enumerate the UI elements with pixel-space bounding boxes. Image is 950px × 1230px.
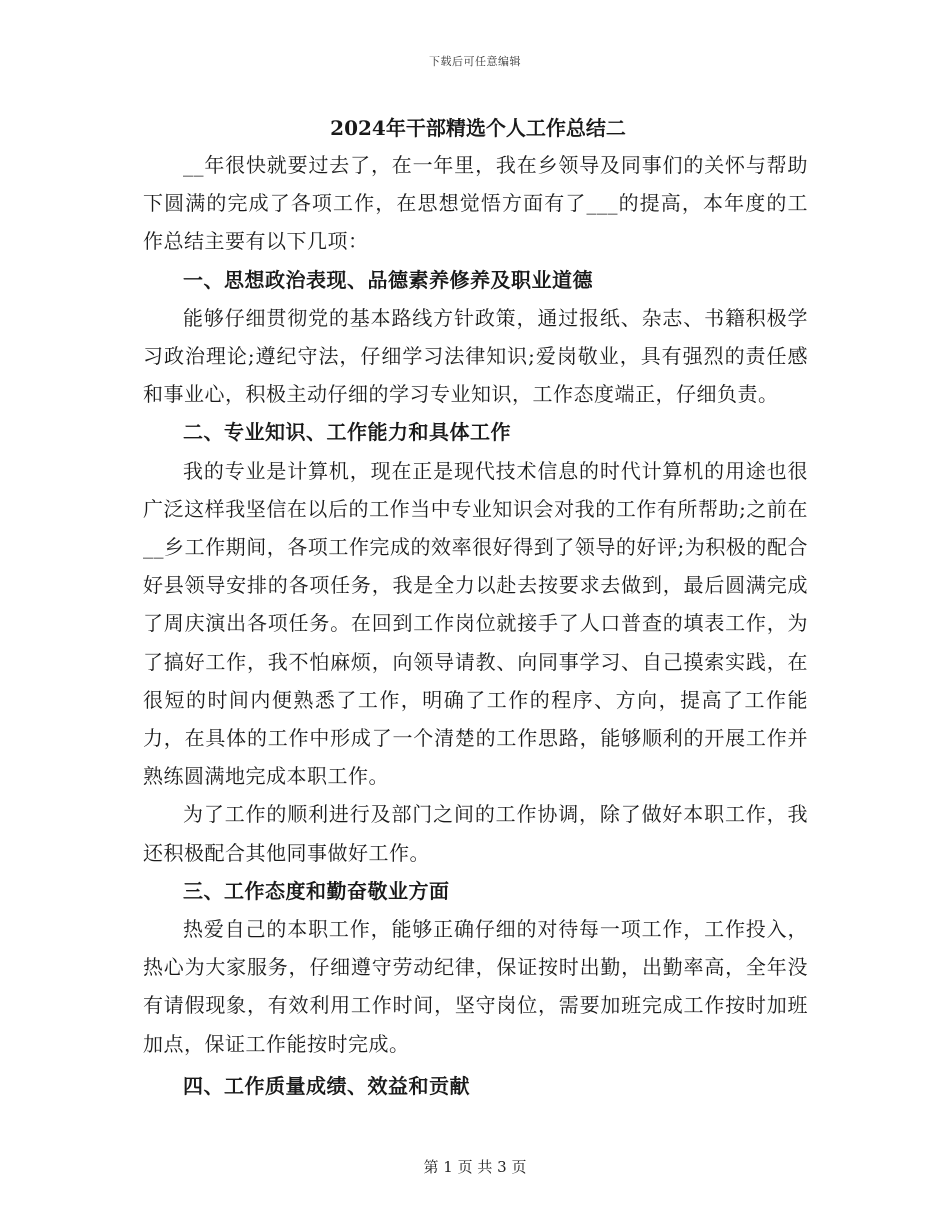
section-2-paragraph-1: 我的专业是计算机，现在正是现代技术信息的时代计算机的用途也很广泛这样我坚信在以后的工作当中专业知识会对我的工作有所帮助;之前在__乡工作期间，各项工作完成的效率很好得到了领导的好评;为积极的配合好县领导安排的各项任务，我是全力以赴去按要求去做到，最后圆满完成了周庆演出各项任务。在回到工作岗位就接手了人口普查的填表工作，为了搞好工作，我不怕麻烦，向领导请教、向同事学习、自己摸索实践，在很短的时间内便熟悉了工作，明确了工作的程序、方向，提高了工作能力，在具体的工作中形成了一个清楚的工作思路，能够顺利的开展工作并熟练圆满地完成本职工作。: [143, 458, 808, 789]
section-3-paragraph: 热爱自己的本职工作，能够正确仔细的对待每一项工作，工作投入，热心为大家服务，仔细遵守劳动纪律，保证按时出勤，出勤率高，全年没有请假现象，有效利用工作时间，坚守岗位，需要加班完成工作按时加班加点，保证工作能按时完成。: [143, 917, 808, 1056]
document-title: 2024年干部精选个人工作总结二: [330, 116, 626, 140]
section-2-paragraph-2: 为了工作的顺利进行及部门之间的工作协调，除了做好本职工作，我还积极配合其他同事做好工作。: [143, 802, 808, 865]
section-1-heading: 一、思想政治表现、品德素养修养及职业道德: [183, 267, 593, 292]
section-2-heading: 二、专业知识、工作能力和具体工作: [183, 420, 511, 445]
section-1-paragraph: 能够仔细贯彻党的基本路线方针政策，通过报纸、杂志、书籍积极学习政治理论;遵纪守法，仔细学习法律知识;爱岗敬业，具有强烈的责任感和事业心，积极主动仔细的学习专业知识，工作态度端正，仔细负责。: [143, 305, 808, 407]
page-header-note: 下载后可任意编辑: [429, 55, 521, 68]
section-3-heading: 三、工作态度和勤奋敬业方面: [183, 878, 450, 903]
section-4-heading: 四、工作质量成绩、效益和贡献: [183, 1073, 470, 1098]
intro-paragraph: __年很快就要过去了，在一年里，我在乡领导及同事们的关怀与帮助下圆满的完成了各项工作，在思想觉悟方面有了___的提高，本年度的工作总结主要有以下几项：: [143, 153, 808, 254]
page-footer-number: 第 1 页 共 3 页: [423, 1158, 527, 1176]
document-body: [143, 110, 808, 1105]
